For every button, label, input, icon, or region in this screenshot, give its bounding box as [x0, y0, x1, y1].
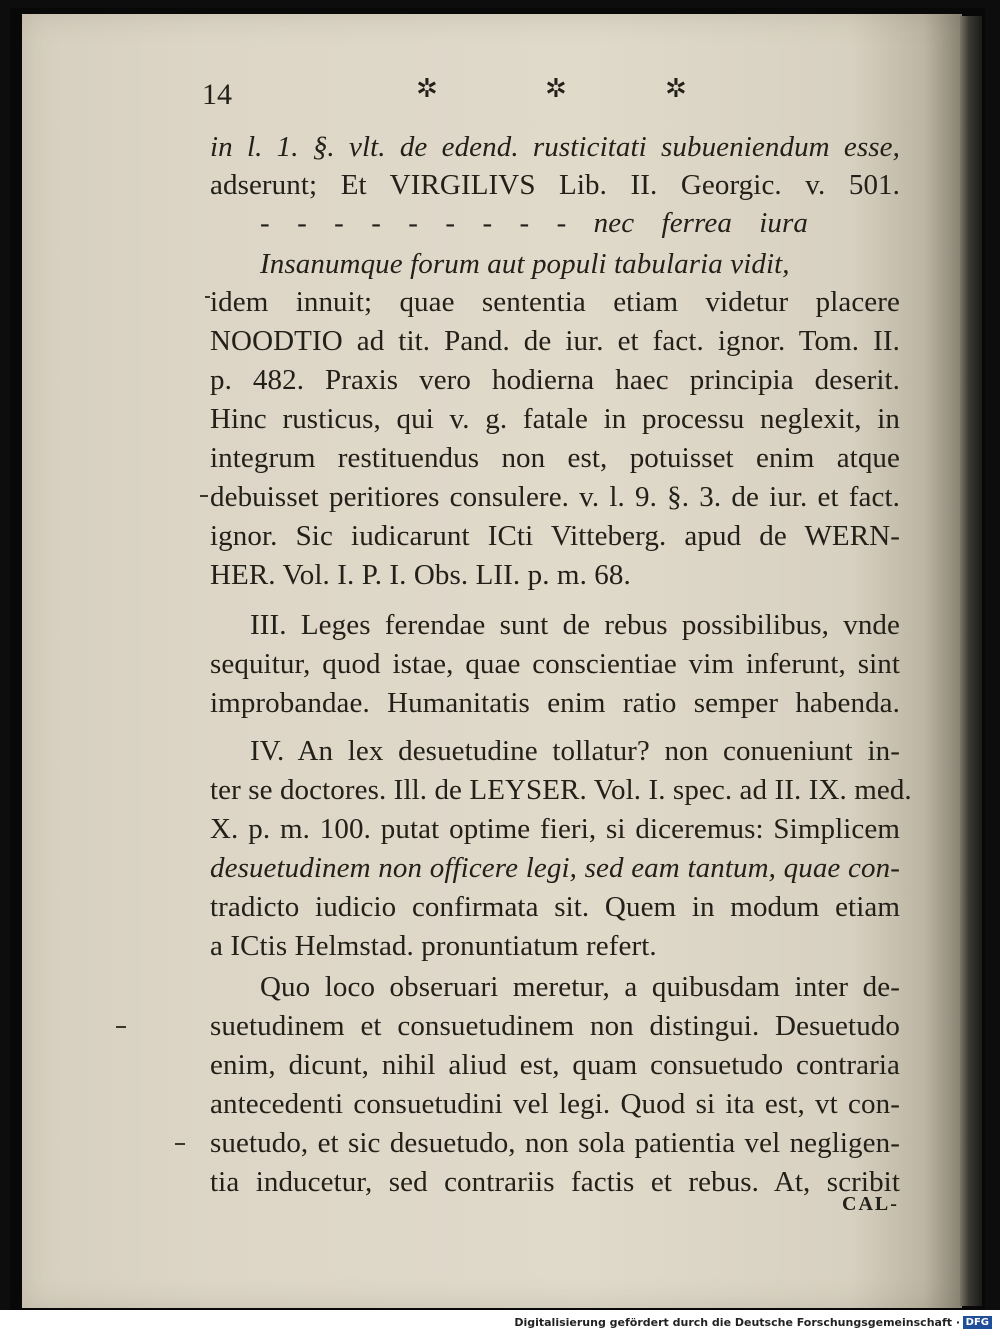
text-line: Quo loco obseruari meretur, a quibusdam inter de- — [260, 971, 900, 1003]
text-line: integrum restituendus non est, potuisset enim atque — [210, 442, 900, 474]
text-line: ignor. Sic iudicarunt ICti Vitteberg. apud de WERN- — [210, 520, 900, 552]
footer-credit: Digitalisierung gefördert durch die Deutsche Forschungsgemeinschaft · — [514, 1316, 960, 1329]
text-line: III. Leges ferendae sunt de rebus possibilibus, vnde — [250, 609, 900, 641]
text-line: idem innuit; quae sententia etiam videtur placere — [210, 286, 900, 318]
text-line: tradicto iudicio confirmata sit. Quem in modum etiam — [210, 891, 900, 923]
text-line: HER. Vol. I. P. I. Obs. LII. p. m. 68. — [210, 559, 631, 591]
text-line: suetudinem et consuetudinem non distingui. Desuetudo — [210, 1010, 900, 1042]
margin-mark — [205, 296, 210, 298]
margin-mark — [116, 1026, 126, 1028]
margin-mark — [200, 495, 208, 497]
text-line: desuetudinem non officere legi, sed eam tantum, quae con- — [210, 852, 900, 884]
text-line: enim, dicunt, nihil aliud est, quam consuetudo contraria — [210, 1049, 900, 1081]
text-line: p. 482. Praxis vero hodierna haec principia deserit. — [210, 364, 900, 396]
text-line: a ICtis Helmstad. pronuntiatum refert. — [210, 930, 657, 962]
ornament-star-icon: ✲ — [545, 74, 567, 104]
text-line: ter se doctores. Ill. de LEYSER. Vol. I. spec. ad II. IX. med. — [210, 774, 912, 806]
text-line: in l. 1. §. vlt. de edend. rusticitati subueniendum esse, — [210, 131, 900, 163]
digitization-footer — [0, 1310, 1000, 1334]
text-line: tia inducetur, sed contrariis factis et rebus. At, scribit — [210, 1166, 900, 1198]
ornament-star-icon: ✲ — [416, 74, 438, 104]
text-line: Insanumque forum aut populi tabularia vidit, — [260, 248, 790, 280]
text-line: IV. An lex desuetudine tollatur? non conueniunt in- — [250, 735, 900, 767]
text-line: Hinc rusticus, qui v. g. fatale in processu neglexit, in — [210, 403, 900, 435]
page-number: 14 — [202, 78, 232, 111]
text-line: debuisset peritiores consulere. v. l. 9. §. 3. de iur. et fact. — [210, 481, 900, 513]
body-text — [210, 0, 912, 1300]
text-line: - - - - - - - - - nec ferrea iura — [260, 207, 808, 239]
text-line: NOODTIO ad tit. Pand. de iur. et fact. ignor. Tom. II. — [210, 325, 900, 357]
text-line: improbandae. Humanitatis enim ratio semper habenda. — [210, 687, 900, 719]
page-edge-shadow — [960, 16, 982, 1306]
dfg-logo-icon: DFG — [963, 1316, 992, 1329]
catchword: CAL- — [842, 1193, 899, 1215]
text-line: antecedenti consuetudini vel legi. Quod si ita est, vt con- — [210, 1088, 900, 1120]
ornament-star-icon: ✲ — [665, 74, 687, 104]
margin-mark — [175, 1143, 185, 1145]
text-line: X. p. m. 100. putat optime fieri, si diceremus: Simplicem — [210, 813, 900, 845]
text-line: sequitur, quod istae, quae conscientiae vim inferunt, sint — [210, 648, 900, 680]
text-line: adserunt; Et VIRGILIVS Lib. II. Georgic. v. 501. — [210, 169, 900, 201]
text-line: suetudo, et sic desuetudo, non sola patientia vel negligen- — [210, 1127, 900, 1159]
